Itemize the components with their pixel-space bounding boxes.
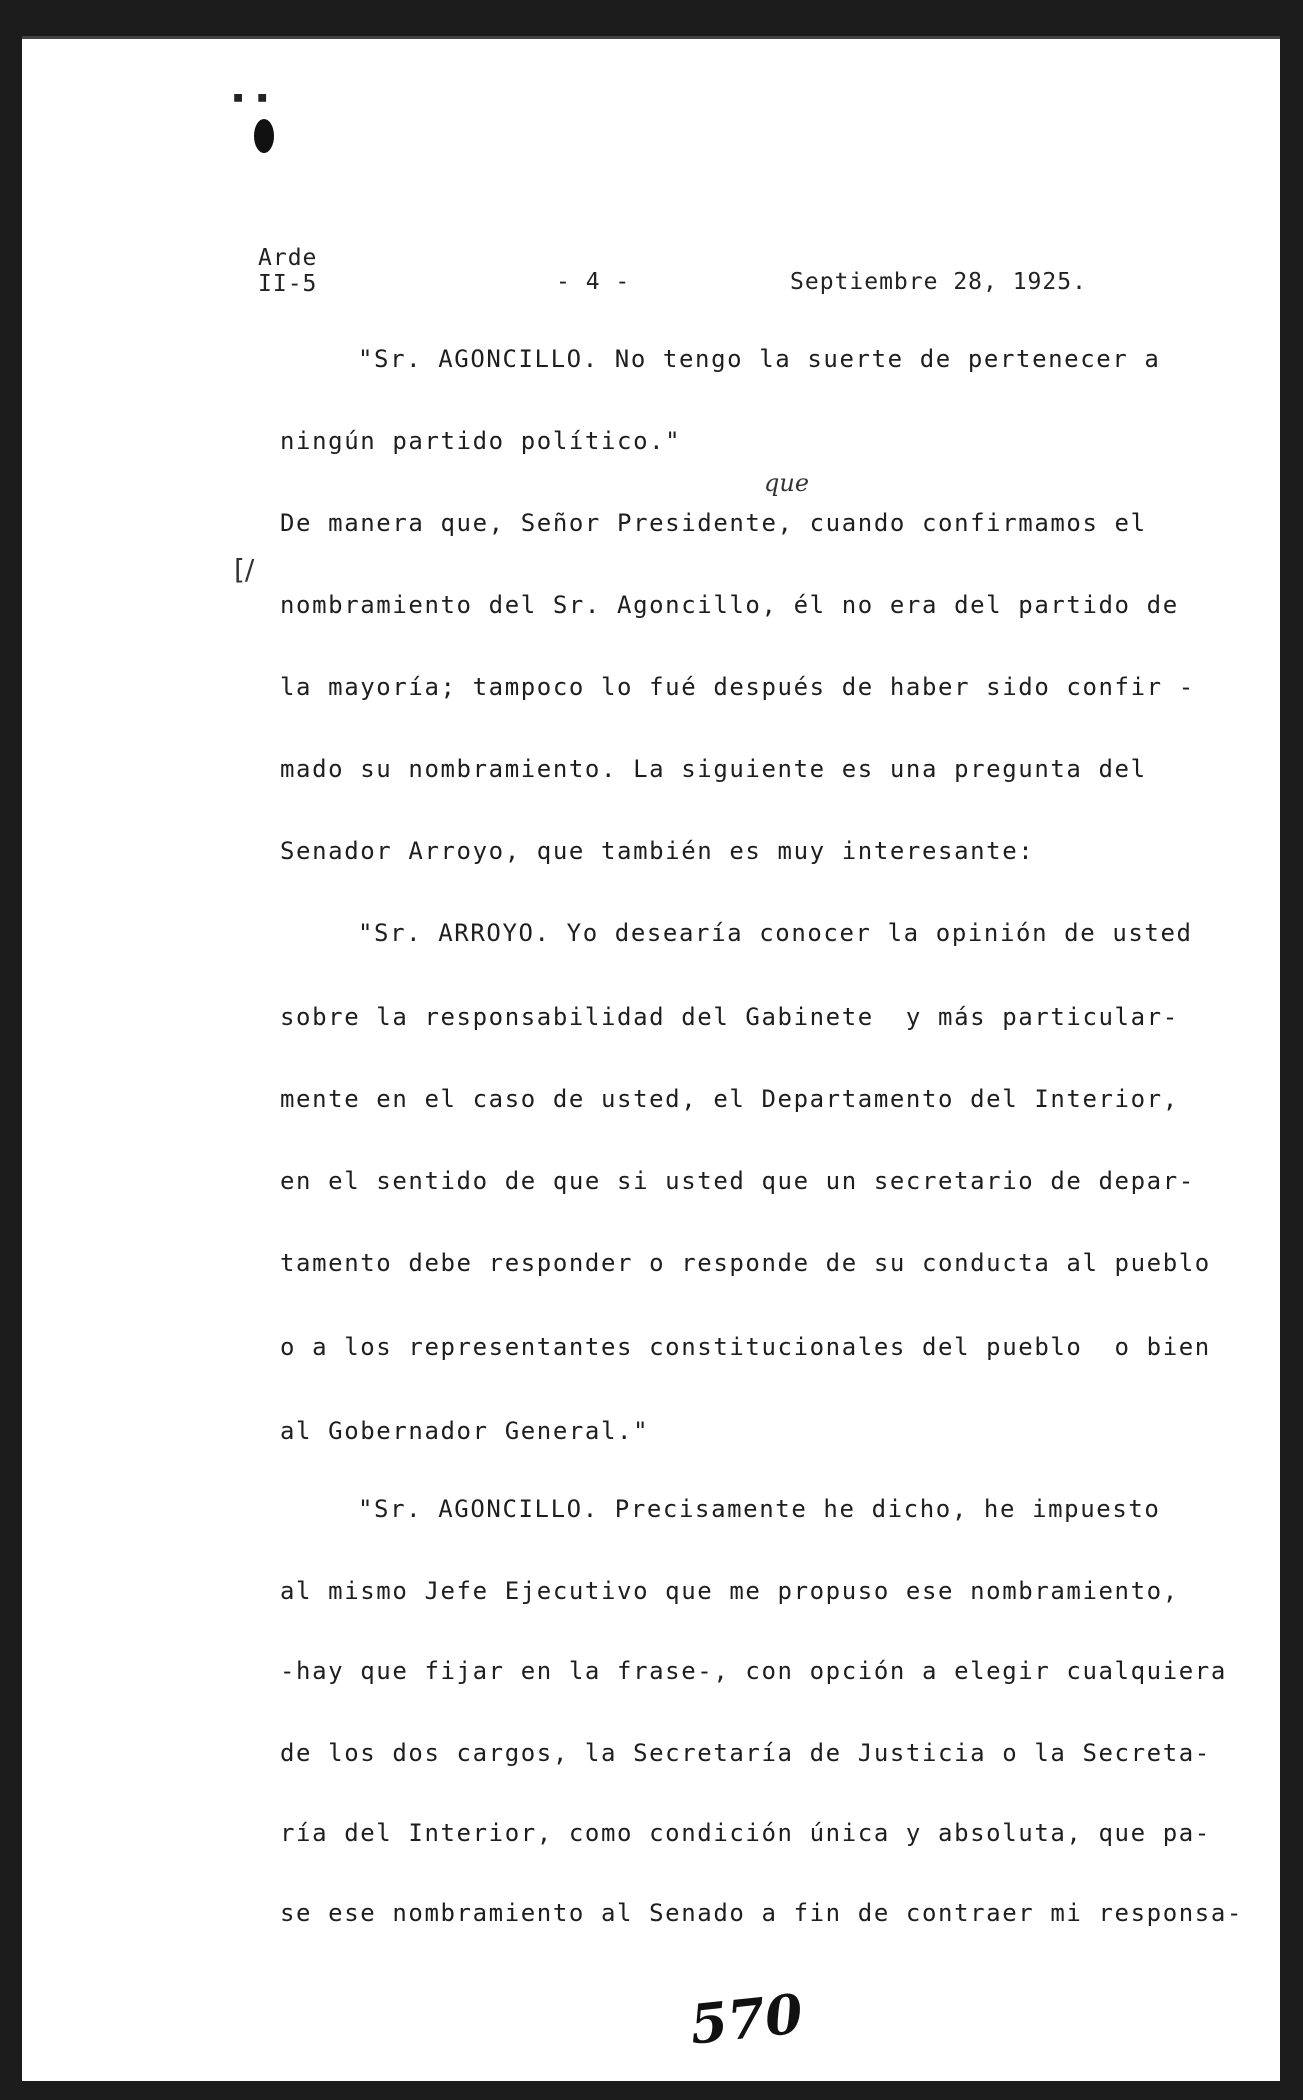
body-line: De manera que, Señor Presidente, cuando confirmamos el bbox=[280, 509, 1147, 537]
body-line: o a los representantes constitucionales del pueblo o bien bbox=[280, 1333, 1211, 1361]
page-indicator: - 4 - bbox=[556, 269, 631, 295]
body-line: "Sr. ARROYO. Yo desearía conocer la opinión de usted bbox=[358, 919, 1193, 947]
body-line: "Sr. AGONCILLO. Precisamente he dicho, he impuesto bbox=[358, 1495, 1161, 1523]
body-line: Senador Arroyo, que también es muy interesante: bbox=[280, 837, 1035, 865]
body-line: al Gobernador General." bbox=[280, 1417, 650, 1445]
body-line: ningún partido político." bbox=[280, 427, 682, 455]
reference-code-line2: II-5 bbox=[258, 271, 318, 297]
body-line: al mismo Jefe Ejecutivo que me propuso ese nombramiento, bbox=[280, 1577, 1179, 1605]
body-line: -hay que fijar en la frase-, con opción a elegir cualquiera bbox=[280, 1657, 1227, 1685]
document-date: Septiembre 28, 1925. bbox=[790, 269, 1087, 295]
reference-code-line1: Arde bbox=[258, 245, 318, 271]
handwritten-insertion: que bbox=[764, 469, 810, 497]
punch-hole bbox=[254, 119, 274, 153]
document-page bbox=[22, 36, 1280, 2081]
margin-edit-mark: [/ bbox=[234, 553, 255, 586]
punch-marks: ▪ ▪ bbox=[232, 84, 269, 108]
body-line: de los dos cargos, la Secretaría de Justicia o la Secreta- bbox=[280, 1739, 1211, 1767]
body-line: en el sentido de que si usted que un secretario de depar- bbox=[280, 1167, 1195, 1195]
body-line: tamento debe responder o responde de su conducta al pueblo bbox=[280, 1249, 1211, 1277]
body-line: nombramiento del Sr. Agoncillo, él no era del partido de bbox=[280, 591, 1179, 619]
body-line: ría del Interior, como condición única y absoluta, que pa- bbox=[280, 1819, 1211, 1847]
body-line: "Sr. AGONCILLO. No tengo la suerte de pertenecer a bbox=[358, 345, 1161, 373]
body-line: se ese nombramiento al Senado a fin de contraer mi responsa- bbox=[280, 1899, 1243, 1927]
body-line: sobre la responsabilidad del Gabinete y más particular- bbox=[280, 1003, 1179, 1031]
body-line: la mayoría; tampoco lo fué después de haber sido confir - bbox=[280, 673, 1195, 701]
body-line: mado su nombramiento. La siguiente es una pregunta del bbox=[280, 755, 1147, 783]
body-line: mente en el caso de usted, el Departamento del Interior, bbox=[280, 1085, 1179, 1113]
handwritten-page-number: 570 bbox=[686, 1981, 806, 2057]
